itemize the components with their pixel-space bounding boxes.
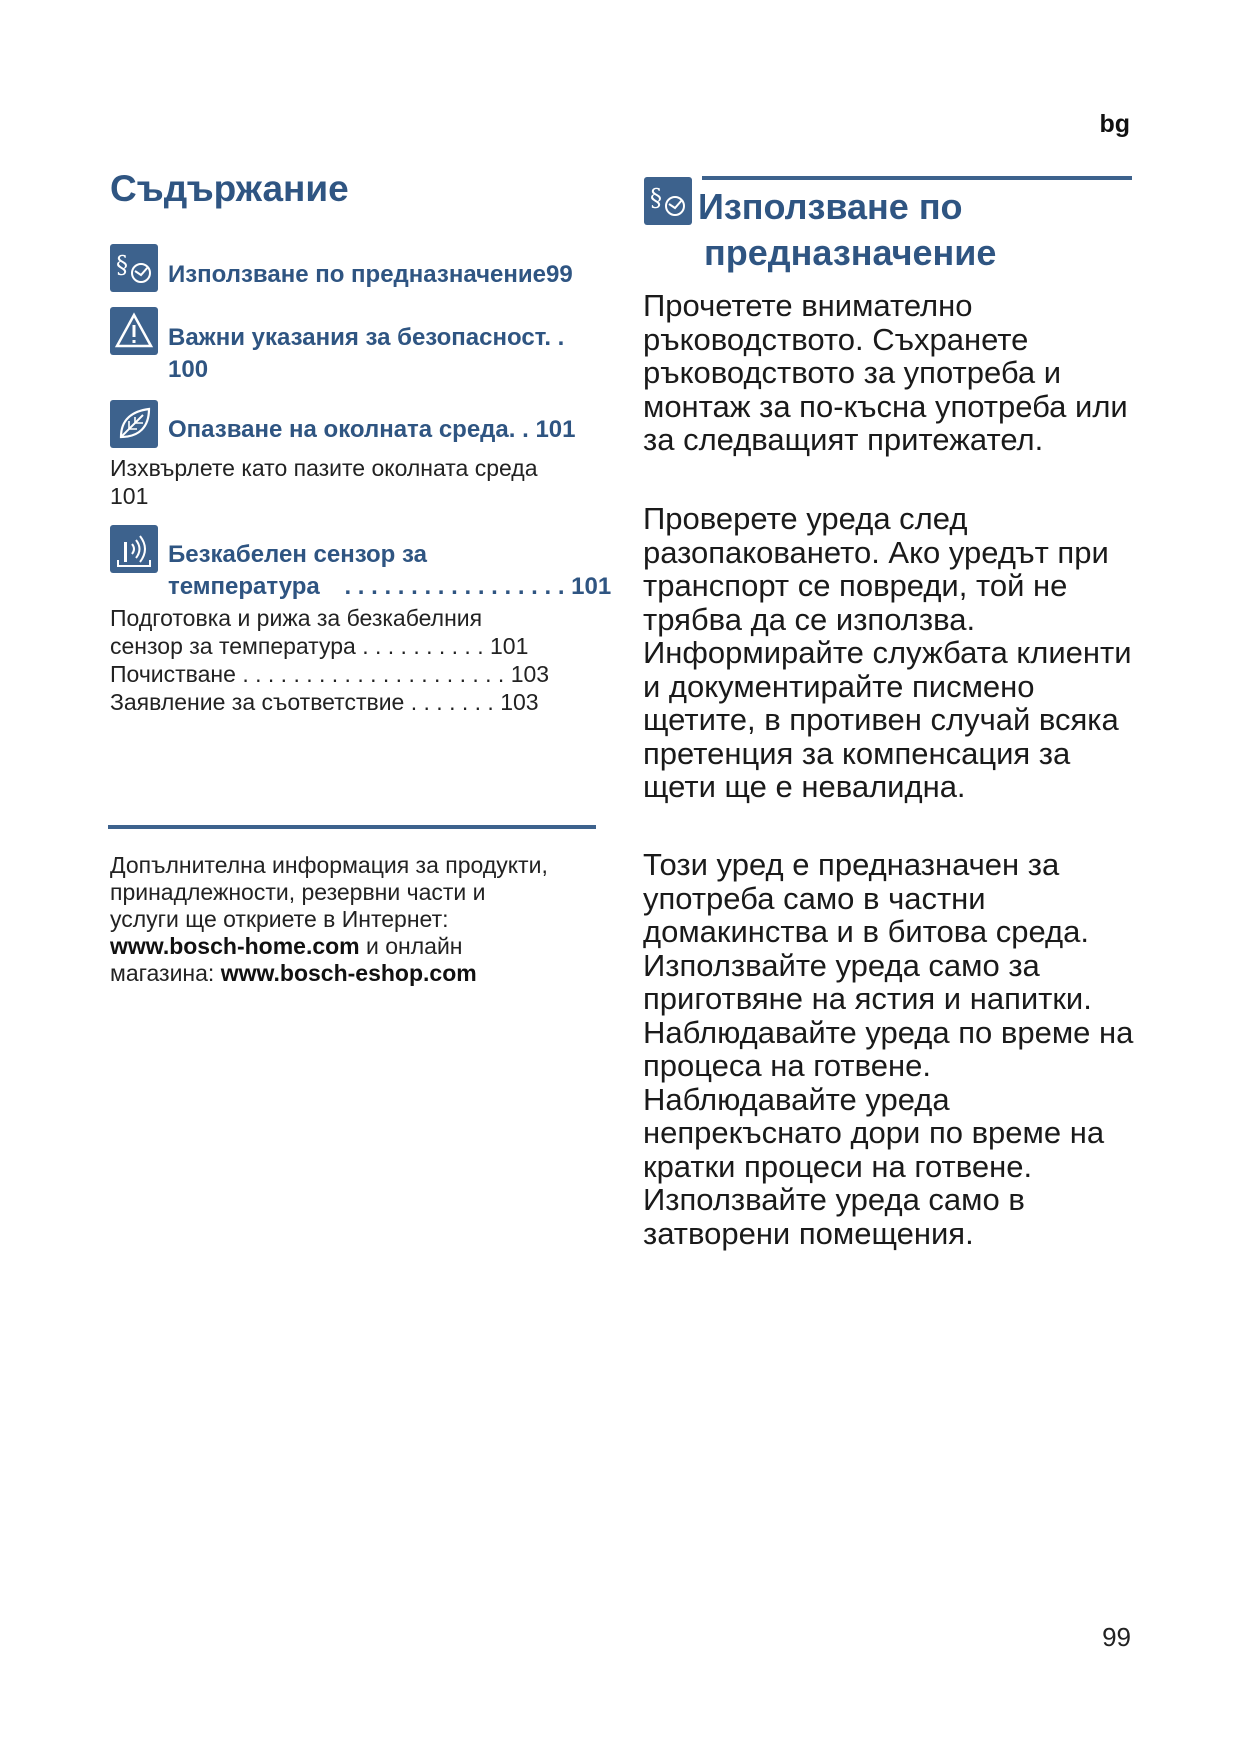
toc-sub-label: Подготовка и рижа за безкабелния — [110, 605, 483, 631]
more-info-line: услуги ще откриете в Интернет: — [110, 906, 449, 932]
toc-sub-disposal[interactable] — [110, 454, 610, 510]
toc-entry-environment[interactable] — [168, 414, 575, 446]
paragraph: Този уред е предназначен за употреба само в частни домакинства и в битова среда. Използвайте уреда само за приготвяне на ястия и напитки. Наблюдавайте уреда по време на процеса на готвене. Наблюдавайте уреда непрекъснато дори по време на кратки процеси на готвене. Използвайте уреда само в затворени помещения. — [643, 847, 1134, 1251]
paragraph: Проверете уреда след разопаковането. Ако уредът при транспорт се повреди, той не трябва да се използва. Информирайте службата клиенти и документирайте писмено щетите, в противен случай всяка претенция за компенсация за щети ще е невалидна. — [643, 501, 1132, 804]
toc-title: Съдържание — [110, 168, 349, 209]
toc-entry-page: 101 — [571, 573, 612, 600]
toc-entry-page: 100 — [168, 356, 209, 383]
toc-entry-page: 101 — [535, 416, 576, 443]
toc-entry-intended-use[interactable] — [168, 259, 573, 291]
more-info-block — [110, 852, 610, 987]
toc-entry-label: Използване по предназначение — [168, 261, 546, 288]
toc-entry-label-2: температура — [168, 573, 320, 600]
more-info-line: Допълнителна информация за продукти, — [110, 852, 548, 878]
section-title-line: предназначение — [704, 232, 997, 273]
paragraph: Прочетете внимателно ръководството. Съхранете ръководството за употреба и монтаж за по-късна употреба или за следващият притежател. — [643, 288, 1128, 457]
wireless-sensor-icon — [110, 525, 158, 573]
svg-text:§: § — [650, 184, 662, 212]
toc-entry-sensor[interactable] — [168, 539, 611, 603]
bosch-eshop-link[interactable]: www.bosch-eshop.com — [220, 960, 477, 986]
toc-dot-leader: . . . . . . . . . . . . . . . . . — [344, 573, 565, 600]
toc-sub-declaration[interactable]: Заявление за съответствие . . . . . . . 103 — [110, 689, 539, 715]
toc-entry-label: Безкабелен сензор за — [168, 541, 427, 568]
toc-entry-safety[interactable] — [168, 322, 564, 386]
section-hand-icon — [110, 244, 158, 292]
divider — [702, 176, 1132, 180]
leaf-icon — [110, 400, 158, 448]
section-hand-icon — [644, 177, 692, 225]
more-info-line: и онлайн — [359, 933, 463, 959]
toc-sub-page: 101 — [110, 483, 149, 509]
svg-text:§: § — [116, 251, 128, 279]
toc-sub-label: сензор за температура . . . . . . . . . . 101 — [110, 633, 529, 659]
toc-sub-cleaning[interactable]: Почистване . . . . . . . . . . . . . . . . . . . . . 103 — [110, 661, 550, 687]
toc-sub-sensor[interactable] — [110, 604, 620, 660]
toc-entry-label: Важни указания за безопасност. . — [168, 324, 565, 351]
toc-sub-label: Изхвърлете като пазите околната среда — [110, 455, 538, 481]
toc-entry-label: Опазване на околната среда. . — [168, 416, 529, 443]
more-info-line: магазина: — [110, 960, 221, 986]
page-number: 99 — [1102, 1622, 1131, 1652]
more-info-line: принадлежности, резервни части и — [110, 879, 486, 905]
section-title — [698, 184, 996, 276]
section-title-line: Използване по — [698, 186, 963, 227]
bosch-home-link[interactable]: www.bosch-home.com — [110, 933, 360, 959]
warning-triangle-icon — [110, 307, 158, 355]
language-code: bg — [1099, 110, 1130, 138]
divider — [108, 825, 596, 829]
toc-entry-page: 99 — [545, 261, 573, 288]
